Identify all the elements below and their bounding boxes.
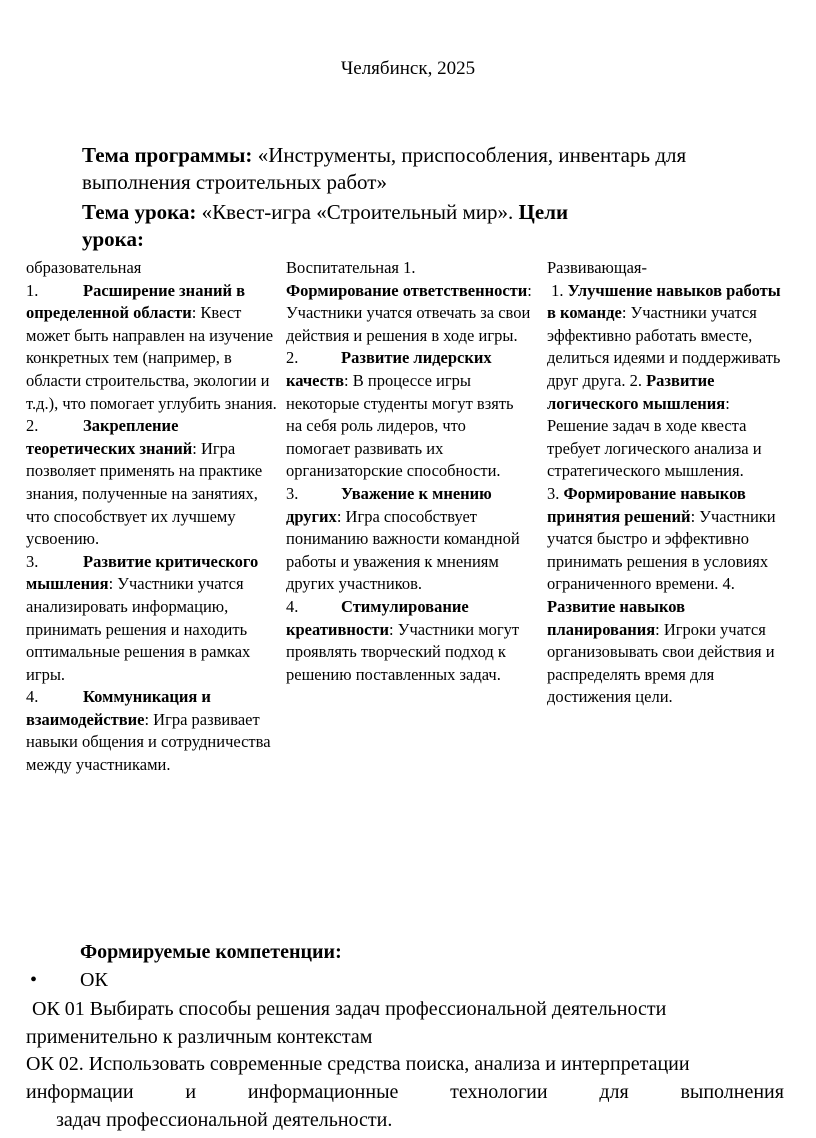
column-title: образовательная: [26, 258, 142, 277]
ok02-line3: задач профессиональной деятельности.: [56, 1109, 393, 1131]
goal-item: 3. Уважение к мнению других: Игра способствует пониманию важности командной работы и уважения к мнениям других участников.: [286, 483, 520, 594]
goal-item: 3. Формирование навыков принятия решений: Участники учатся быстро и эффективно принимать решения в условиях ограниченного времени. 4. Развитие навыков планирования: Игроки учатся организовывать свои действия и распределять время для достижения цели.: [547, 483, 776, 707]
program-label: Тема программы:: [82, 143, 253, 167]
goal-item: 4. Стимулирование креативности: Участники могут проявлять творческий подход к решению поставленных задач.: [286, 596, 520, 684]
column-developing: [547, 257, 789, 709]
goal-item: Формирование ответственности: Участники учатся отвечать за свои действия и решения в ходе игры.: [286, 280, 532, 345]
ok-label: ОК: [80, 969, 108, 991]
program-topic: [82, 142, 742, 196]
competencies-title: Формируемые компетенции:: [80, 941, 342, 963]
lesson-text: «Квест-игра «Строительный мир».: [196, 200, 519, 224]
bullet-icon: •: [30, 969, 38, 991]
program-text-line2: выполнения строительных работ»: [82, 170, 387, 194]
ok01: ОК 01 Выбирать способы решения задач профессиональной деятельности применительно к различным контекстам: [26, 998, 667, 1048]
goals-label-a: Цели: [518, 200, 569, 224]
goal-item: 2. Закрепление теоретических знаний: Игра позволяет применять на практике знания, полученные на занятиях, что способствует их лучшему усвоению.: [26, 416, 263, 549]
lesson-topic: [82, 199, 682, 253]
goal-item: 3. Развитие критического мышления: Участники учатся анализировать информацию, принимать решения и находить оптимальные решения в рамках игры.: [26, 551, 259, 684]
column-educational: [26, 257, 281, 777]
column-title: Воспитательная 1.: [286, 258, 416, 277]
program-text-line1: «Инструменты, приспособления, инвентарь для: [252, 143, 687, 167]
city-year: Челябинск, 2025: [340, 58, 476, 79]
ok02-line2: информации и информационные технологии для выполнения: [26, 1081, 784, 1103]
goals-label-b: урока:: [82, 227, 144, 251]
goal-item: 1. Улучшение навыков работы в команде: Участники учатся эффективно работать вместе, делиться идеями и поддерживать друг друга. 2. Развитие логического мышления: Решение задач в ходе квеста требует логического анализа и стратегического мышления.: [547, 280, 781, 481]
column-title: Развивающая-: [547, 258, 647, 277]
ok02-line1: ОК 02. Использовать современные средства поиска, анализа и интерпретации: [26, 1053, 690, 1075]
goal-item: 1. Расширение знаний в определенной области: Квест может быть направлен на изучение конкретных тем (например, в области строительства, экологии и т.д.), что помогает углубить знания.: [26, 280, 277, 413]
goal-item: 2. Развитие лидерских качеств: В процессе игры некоторые студенты могут взять на себя роль лидеров, что помогает развивать их организаторские способности.: [286, 348, 514, 481]
goal-item: 4. Коммуникация и взаимодействие: Игра развивает навыки общения и сотрудничества между участниками.: [26, 687, 271, 775]
lesson-label: Тема урока:: [82, 200, 197, 224]
column-upbringing: [286, 257, 532, 686]
